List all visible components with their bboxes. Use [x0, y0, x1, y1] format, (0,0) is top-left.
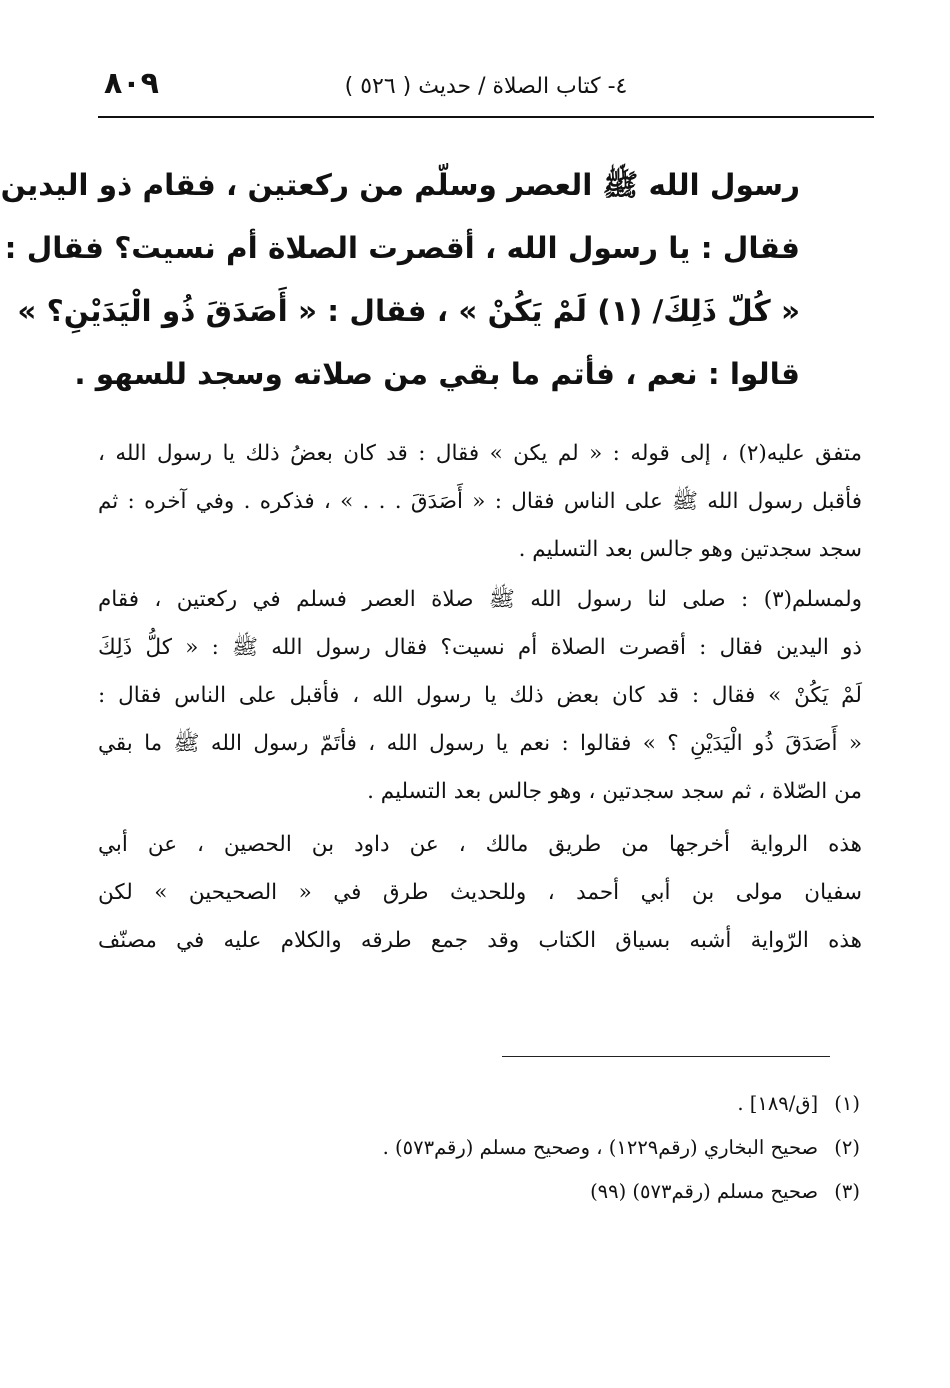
header-divider [98, 116, 874, 118]
footnote-text: صحيح مسلم (رقم٥٧٣) (٩٩) [590, 1180, 819, 1203]
commentary-line: ذو اليدين فقال : أقصرت الصلاة أم نسيت؟ فقال رسول الله ﷺ : « كلُّ ذَلِكَ [98, 635, 862, 660]
commentary-line: من الصّلاة ، ثم سجد سجدتين ، وهو جالس بعد التسليم . [367, 779, 862, 804]
hadith-line: رسول الله ﷺ العصر وسلّم من ركعتين ، فقام ذو اليدين [0, 168, 800, 202]
commentary-line: سجد سجدتين وهو جالس بعد التسليم . [518, 537, 862, 562]
commentary-line: « أَصَدَقَ ذُو الْيَدَيْنِ ؟ » فقالوا : نعم يا رسول الله ، فأتَمّ رسول الله ﷺ ما بقي [98, 731, 862, 756]
commentary-paragraph [98, 576, 862, 816]
page-number: ٨٠٩ [104, 66, 159, 101]
footnote-item [300, 1126, 860, 1170]
footnote-text: [ق/١٨٩] . [737, 1092, 819, 1115]
commentary-paragraph [98, 430, 862, 574]
hadith-text [0, 154, 800, 406]
page-header [98, 58, 874, 102]
footnote-divider [502, 1056, 830, 1057]
footnote-item [300, 1082, 860, 1126]
commentary-line: لَمْ يَكُنْ » فقال : قد كان بعض ذلك يا رسول الله ، فأقبل على الناس فقال : [98, 683, 862, 708]
commentary-paragraph [98, 821, 862, 965]
commentary-line: متفق عليه(٢) ، إلى قوله : « لم يكن » فقال : قد كان بعضُ ذلك يا رسول الله ، [98, 441, 862, 466]
hadith-line: فقال : يا رسول الله ، أقصرت الصلاة أم نسيت؟ فقال : [4, 231, 800, 265]
commentary-line: ولمسلم(٣) : صلى لنا رسول الله ﷺ صلاة العصر فسلم في ركعتين ، فقام [98, 587, 862, 612]
footnote-item [300, 1170, 860, 1214]
footnote-number: (٢) [834, 1136, 860, 1159]
commentary-line: فأقبل رسول الله ﷺ على الناس فقال : « أَصَدَقَ . . . » ، فذكره . وفي آخره : ثم [98, 489, 862, 514]
footnote-number: (١) [834, 1092, 860, 1115]
running-title: ٤- كتاب الصلاة / حديث ( ٥٢٦ ) [344, 74, 628, 99]
commentary-line: سفيان مولى بن أبي أحمد ، وللحديث طرق في « الصحيحين » لكن [98, 880, 862, 905]
hadith-line: قالوا : نعم ، فأتم ما بقي من صلاته وسجد للسهو . [74, 357, 800, 391]
commentary-text [98, 430, 862, 965]
footnote-number: (٣) [834, 1180, 860, 1203]
commentary-line: هذه الرّواية أشبه بسياق الكتاب وقد جمع طرقه والكلام عليه في مصنّف [98, 928, 862, 953]
hadith-line: « كُلّ ذَلِكَ/ (١) لَمْ يَكُنْ » ، فقال : « أَصَدَقَ ذُو الْيَدَيْنِ؟ » [17, 294, 800, 328]
footnote-text: صحيح البخاري (رقم١٢٢٩) ، وصحيح مسلم (رقم٥٧٣) . [382, 1136, 819, 1159]
footnotes [300, 1082, 860, 1214]
commentary-line: هذه الرواية أخرجها من طريق مالك ، عن داود بن الحصين ، عن أبي [98, 832, 862, 857]
